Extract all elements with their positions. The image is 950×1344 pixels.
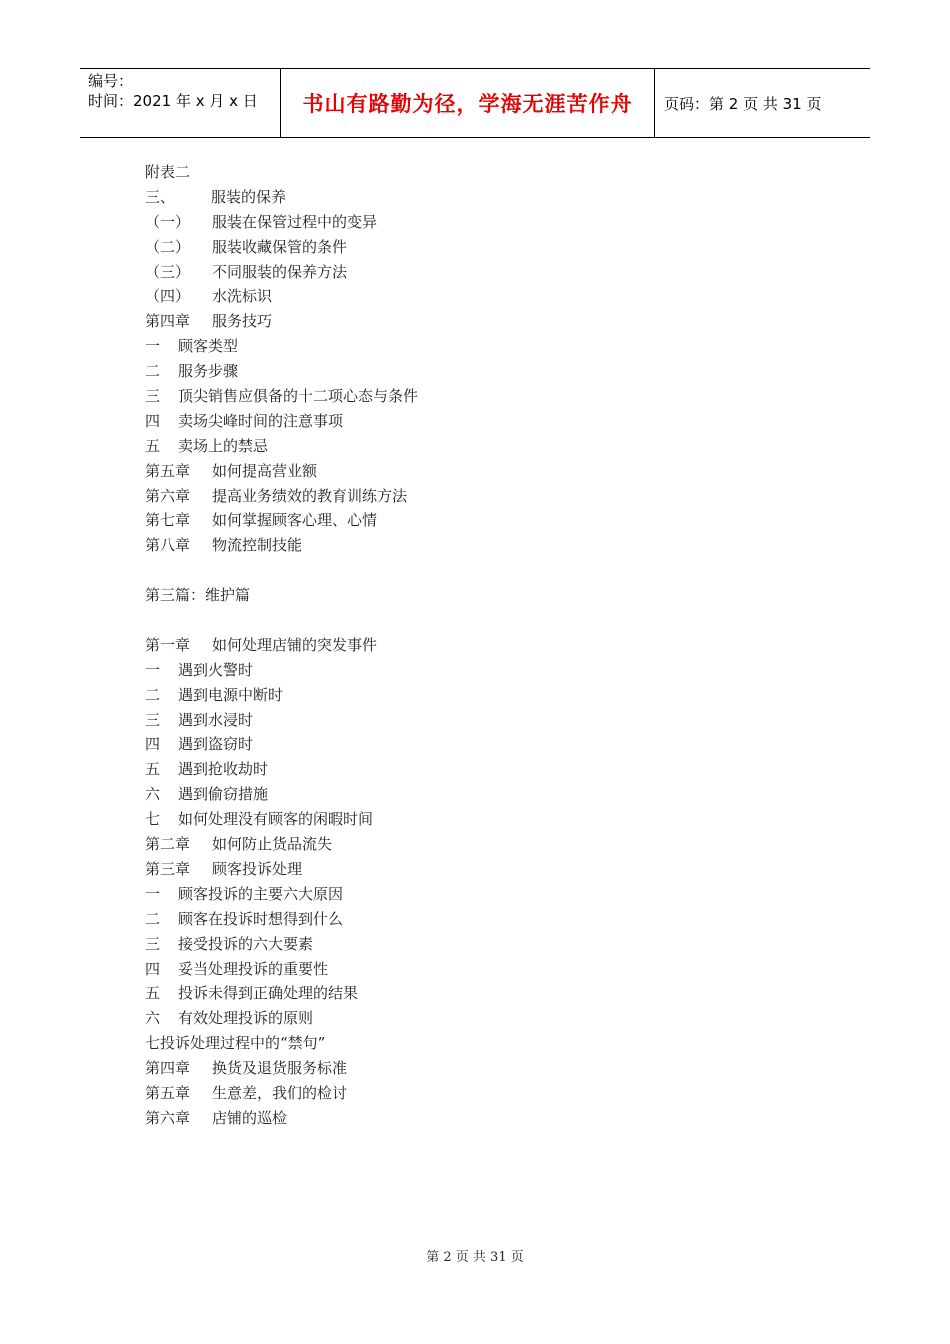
toc-title: 顾客投诉的主要六大原因 (178, 884, 344, 903)
toc-number: 第二章 (145, 835, 191, 854)
toc-line (145, 981, 418, 1006)
toc-number: 第四章 (145, 312, 191, 331)
toc-line (145, 260, 418, 285)
toc-line (145, 384, 418, 409)
toc-title: 顾客类型 (178, 337, 239, 356)
toc-number: 五 (145, 436, 161, 455)
toc-number: 四 (145, 959, 161, 978)
toc-number: 第三章 (145, 859, 191, 878)
toc-title: 卖场上的禁忌 (178, 436, 269, 455)
toc-title: 服装收藏保管的条件 (212, 237, 348, 256)
toc-number: 三、 (145, 187, 176, 206)
toc-number: （二） (145, 237, 191, 256)
toc-title: 遇到电源中断时 (178, 685, 284, 704)
toc-number: 一 (145, 337, 161, 356)
toc-title: 投诉未得到正确处理的结果 (178, 984, 359, 1003)
toc-line (145, 508, 418, 533)
toc-line (145, 1006, 418, 1031)
toc-title: 提高业务绩效的教育训练方法 (212, 486, 408, 505)
toc-number: 六 (145, 1009, 161, 1028)
toc-title: 卖场尖峰时间的注意事项 (178, 411, 344, 430)
header-left-cell (88, 71, 258, 111)
toc-line (145, 1056, 418, 1081)
toc-line (145, 882, 418, 907)
toc-line (145, 309, 418, 334)
toc-number: 第六章 (145, 486, 191, 505)
toc-number: 第五章 (145, 461, 191, 480)
toc-number: （三） (145, 262, 191, 281)
toc-number: （四） (145, 287, 191, 306)
toc-line (145, 533, 418, 558)
toc-line (145, 633, 418, 658)
toc-line (145, 235, 418, 260)
table-of-contents (145, 160, 418, 1131)
toc-title: 顶尖销售应俱备的十二项心态与条件 (178, 387, 419, 406)
toc-title: 遇到盗窃时 (178, 735, 254, 754)
toc-line (145, 1081, 418, 1106)
toc-number: 四 (145, 735, 161, 754)
toc-number: 三 (145, 934, 161, 953)
toc-title: 如何防止货品流失 (212, 835, 333, 854)
toc-number: 一 (145, 884, 161, 903)
toc-line (145, 459, 418, 484)
toc-title: 如何处理没有顾客的闲暇时间 (178, 810, 374, 829)
date-line: 时间：2021 年 x 月 x 日 (88, 92, 258, 110)
toc-number: 附表二 (145, 163, 191, 181)
toc-line (145, 708, 418, 733)
toc-number: 第三篇：维护篇 (145, 586, 251, 605)
toc-number: 五 (145, 760, 161, 779)
toc-line (145, 185, 418, 210)
toc-title: 水洗标识 (212, 287, 273, 306)
toc-number: 第七章 (145, 511, 191, 530)
toc-number: 六 (145, 785, 161, 804)
toc-title: 遇到抢收劫时 (178, 760, 269, 779)
toc-line (145, 1031, 418, 1056)
toc-title: 服装在保管过程中的变异 (212, 212, 378, 231)
toc-number: 七 (145, 810, 161, 829)
toc-number: 三 (145, 387, 161, 406)
toc-number: 四 (145, 411, 161, 430)
toc-line (145, 907, 418, 932)
toc-line (145, 583, 418, 608)
toc-line (145, 857, 418, 882)
toc-number: 二 (145, 909, 161, 928)
toc-number: 五 (145, 984, 161, 1003)
toc-line (145, 807, 418, 832)
toc-number: 一 (145, 660, 161, 679)
header-page-info: 页码：第 2 页 共 31 页 (664, 94, 822, 113)
toc-title: 如何提高营业额 (212, 461, 318, 480)
toc-line (145, 683, 418, 708)
toc-title: 遇到偷窃措施 (178, 785, 269, 804)
toc-title: 换货及退货服务标准 (212, 1059, 348, 1078)
toc-line (145, 782, 418, 807)
toc-number: 七投诉处理过程中的“禁句” (145, 1034, 326, 1053)
toc-title: 生意差，我们的检讨 (212, 1083, 348, 1102)
toc-title: 接受投诉的六大要素 (178, 934, 314, 953)
toc-title: 不同服装的保养方法 (212, 262, 348, 281)
toc-number: 第一章 (145, 635, 191, 654)
toc-line (145, 359, 418, 384)
toc-number: 二 (145, 685, 161, 704)
toc-line (145, 932, 418, 957)
toc-line (145, 732, 418, 757)
toc-blank-line (145, 608, 418, 633)
toc-line (145, 160, 418, 185)
page-footer: 第 2 页 共 31 页 (426, 1250, 524, 1265)
toc-line (145, 484, 418, 509)
toc-title: 服务步骤 (178, 362, 239, 381)
toc-number: 第六章 (145, 1108, 191, 1127)
toc-title: 顾客在投诉时想得到什么 (178, 909, 344, 928)
toc-title: 如何掌握顾客心理、心情 (212, 511, 378, 530)
toc-line (145, 434, 418, 459)
toc-number: 第四章 (145, 1059, 191, 1078)
toc-title: 服务技巧 (212, 312, 273, 331)
header-motto: 书山有路勤为径，学海无涯苦作舟 (302, 92, 633, 116)
toc-blank-line (145, 558, 418, 583)
toc-number: 第五章 (145, 1083, 191, 1102)
toc-title: 如何处理店铺的突发事件 (212, 635, 378, 654)
toc-title: 有效处理投诉的原则 (178, 1009, 314, 1028)
toc-title: 物流控制技能 (212, 536, 303, 555)
toc-number: 三 (145, 710, 161, 729)
number-label: 编号： (88, 72, 134, 90)
toc-title: 遇到火警时 (178, 660, 254, 679)
header-divider-right (654, 69, 655, 137)
toc-number: （一） (145, 212, 191, 231)
toc-line (145, 832, 418, 857)
toc-title: 遇到水浸时 (178, 710, 254, 729)
toc-line (145, 210, 418, 235)
toc-line (145, 284, 418, 309)
toc-title: 店铺的巡检 (212, 1108, 288, 1127)
toc-number: 二 (145, 362, 161, 381)
toc-line (145, 409, 418, 434)
toc-line (145, 334, 418, 359)
toc-line (145, 658, 418, 683)
toc-number: 第八章 (145, 536, 191, 555)
toc-title: 妥当处理投诉的重要性 (178, 959, 329, 978)
toc-line (145, 1106, 418, 1131)
toc-title: 顾客投诉处理 (212, 859, 303, 878)
toc-line (145, 757, 418, 782)
toc-title: 服装的保养 (211, 187, 287, 206)
page-header (80, 68, 870, 138)
toc-line (145, 957, 418, 982)
